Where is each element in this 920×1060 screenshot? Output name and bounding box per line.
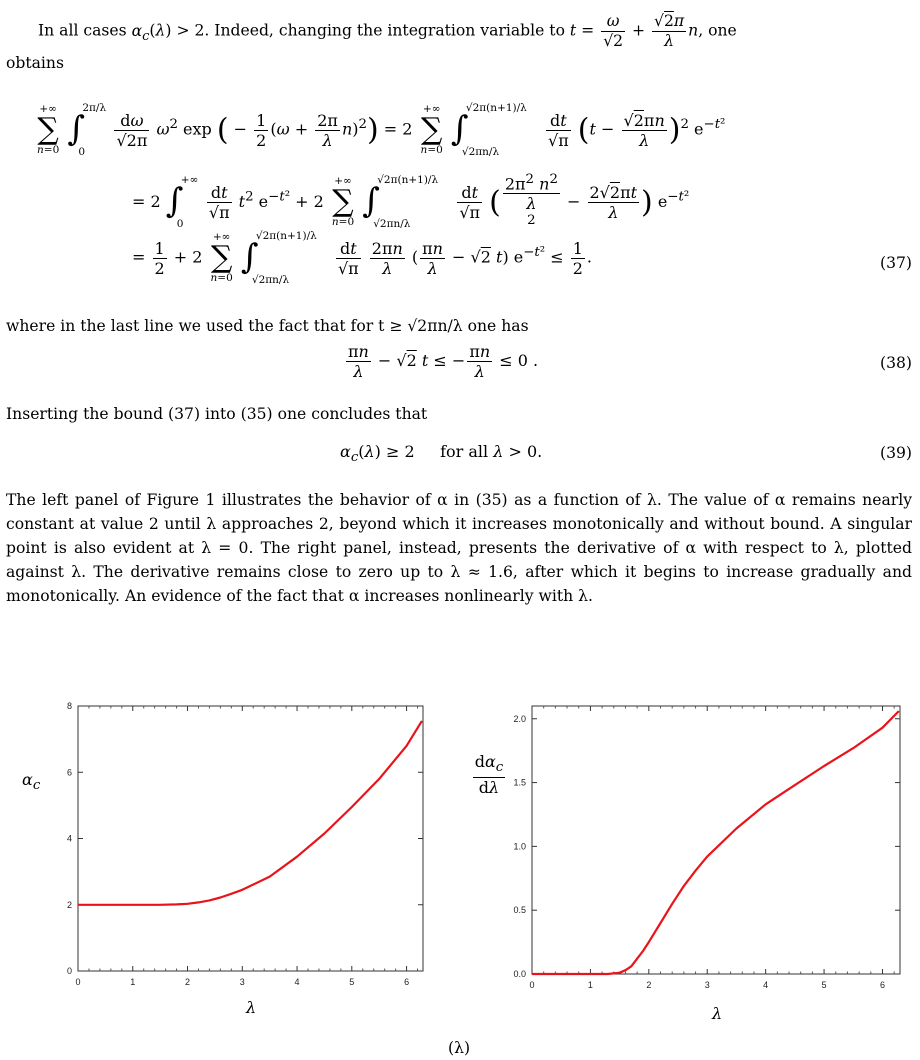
chart-left-xtick-label: 6 xyxy=(404,977,410,987)
paragraph-figure-description xyxy=(6,488,912,608)
chart-right-xtick-label: 6 xyxy=(879,980,885,990)
chart-right-ytick-label: 1.5 xyxy=(513,777,526,788)
paragraph-inserting-text: Inserting the bound (37) into (35) one concludes that xyxy=(6,405,428,423)
chart-left-ytick-label: 6 xyxy=(66,767,72,778)
chart-right-xtick-label: 3 xyxy=(704,980,710,990)
equation-37-number: (37) xyxy=(879,254,912,272)
chart-left-xtick-label: 1 xyxy=(130,977,136,987)
chart-left-svg xyxy=(66,700,440,987)
paragraph-figure-description-text: The left panel of Figure 1 illustrates the behavior of α in (35) as a function of λ. The value of α remains nearly constant at value 2 until λ approaches 2, beyond which it increases monotonically and without bound. A singular point is also evident at λ = 0. The right panel, instead, presents the derivative of α with respect to λ, plotted against λ. The derivative remains close to zero up to λ ≈ 1.6, after which it begins to increase gradually and monotonically. An evidence of the fact that α increases nonlinearly with λ. xyxy=(6,491,912,605)
chart-right-ytick-label: 1.0 xyxy=(513,841,526,852)
chart-right-xtick-label: 0 xyxy=(529,980,535,990)
chart-right-series-line xyxy=(532,711,899,974)
chart-right-xtick-label: 4 xyxy=(763,980,769,990)
chart-right-xtick-label: 5 xyxy=(821,980,827,990)
chart-left-xlabel: λ xyxy=(246,998,257,1017)
chart-left-xtick-label: 3 xyxy=(239,977,245,987)
chart-right-xtick-label: 1 xyxy=(587,980,593,990)
chart-left-xtick-label: 0 xyxy=(75,977,81,987)
chart-left-xtick-label: 5 xyxy=(349,977,355,987)
paragraph-intro: In all cases $\alpha_c(\lambda) > 2$. Indeed, changing the integration variable to t = $\frac{\omega}{√2}$ + $\frac{√2\pi}{\lambda}$ n, one obtains xyxy=(6,12,737,72)
paragraph-intro-line2: obtains xyxy=(6,54,64,72)
chart-left-ylabel: $\alpha_c$ xyxy=(22,770,41,794)
chart-right-ylabel: $\frac{d\alpha_c}{d\lambda}$ xyxy=(474,752,504,798)
chart-right-svg xyxy=(510,700,910,1000)
chart-right-ytick-label: 0.5 xyxy=(513,905,526,916)
chart-right-xlabel: λ xyxy=(712,1004,723,1023)
paragraph-inserting xyxy=(6,402,912,426)
paragraph-fact-text: where in the last line we used the fact that for t ≥ √2πn/λ one has xyxy=(6,317,529,335)
chart-left-frame xyxy=(78,706,423,971)
equation-37-line2: = 2 ∫ +∞ 0 $\frac{dt}{√\pi}$ $t^2$ $e^{-t^2} + 2$ +∞ ∑ n=0 ∫ √2π(n+1)/λ √2πn/λ $\frac{dt}{√\pi}$ ( $2\pi^2$ $n^2$ λ $^2$ − $\frac{2√2\pi t}{\lambda}$ ) $e^{-t^2}$ xyxy=(132,172,690,231)
chart-left-xtick-label: 2 xyxy=(185,977,191,987)
chart-right-ytick-label: 2.0 xyxy=(513,713,526,724)
equation-39: $\alpha_c(\lambda) \ge 2$ for all λ > 0. xyxy=(340,442,543,466)
chart-left-xtick-label: 4 xyxy=(294,977,300,987)
chart-left-ytick-label: 2 xyxy=(66,899,72,910)
equation-38-number: (38) xyxy=(879,354,912,372)
chart-right xyxy=(510,700,910,1000)
figure-caption-partial: (λ) xyxy=(448,1039,471,1057)
equation-37-line1: +∞ ∑ n=0 ∫ 2π/λ 0 $\frac{d\omega}{√2\pi}$ $\omega^2$ exp ( − $\frac{1}{2}$ (ω + $\frac{2\pi}{\lambda}$ n)$^2$) = 2 +∞ ∑ n=0 ∫ √2π(n+1)/λ √2πn/λ $\frac{dt}{√\pi}$ (t − $\frac{√2\pi n}{\lambda}$ )$^2$ $e^{-t^2}$ xyxy=(37,102,726,158)
chart-left-ytick-label: 8 xyxy=(66,701,72,711)
chart-left-series-line xyxy=(78,721,422,905)
chart-right-ytick-label: 0.0 xyxy=(513,969,526,979)
chart-right-frame xyxy=(532,706,900,974)
chart-left xyxy=(66,700,440,987)
equation-39-number: (39) xyxy=(879,444,912,462)
chart-left-ytick-label: 0 xyxy=(66,966,72,976)
equation-37-line3: = $\frac{1}{2}$ + 2 +∞ ∑ n=0 ∫ √2π(n+1)/λ √2πn/λ $\frac{dt}{√\pi}$ $\frac{2\pi n}{\lambda}$ ( $\frac{\pi n}{\lambda}$ − √2 t) $e^{-t^2}$ ≤ $\frac{1}{2}$ . xyxy=(132,230,592,286)
chart-right-xtick-label: 2 xyxy=(646,980,652,990)
paragraph-fact xyxy=(6,314,912,338)
equation-38: $\frac{\pi n}{\lambda}$ − √2 t ≤ − $\frac{\pi n}{\lambda}$ ≤ 0 . xyxy=(348,342,539,381)
chart-left-ytick-label: 4 xyxy=(66,833,72,844)
